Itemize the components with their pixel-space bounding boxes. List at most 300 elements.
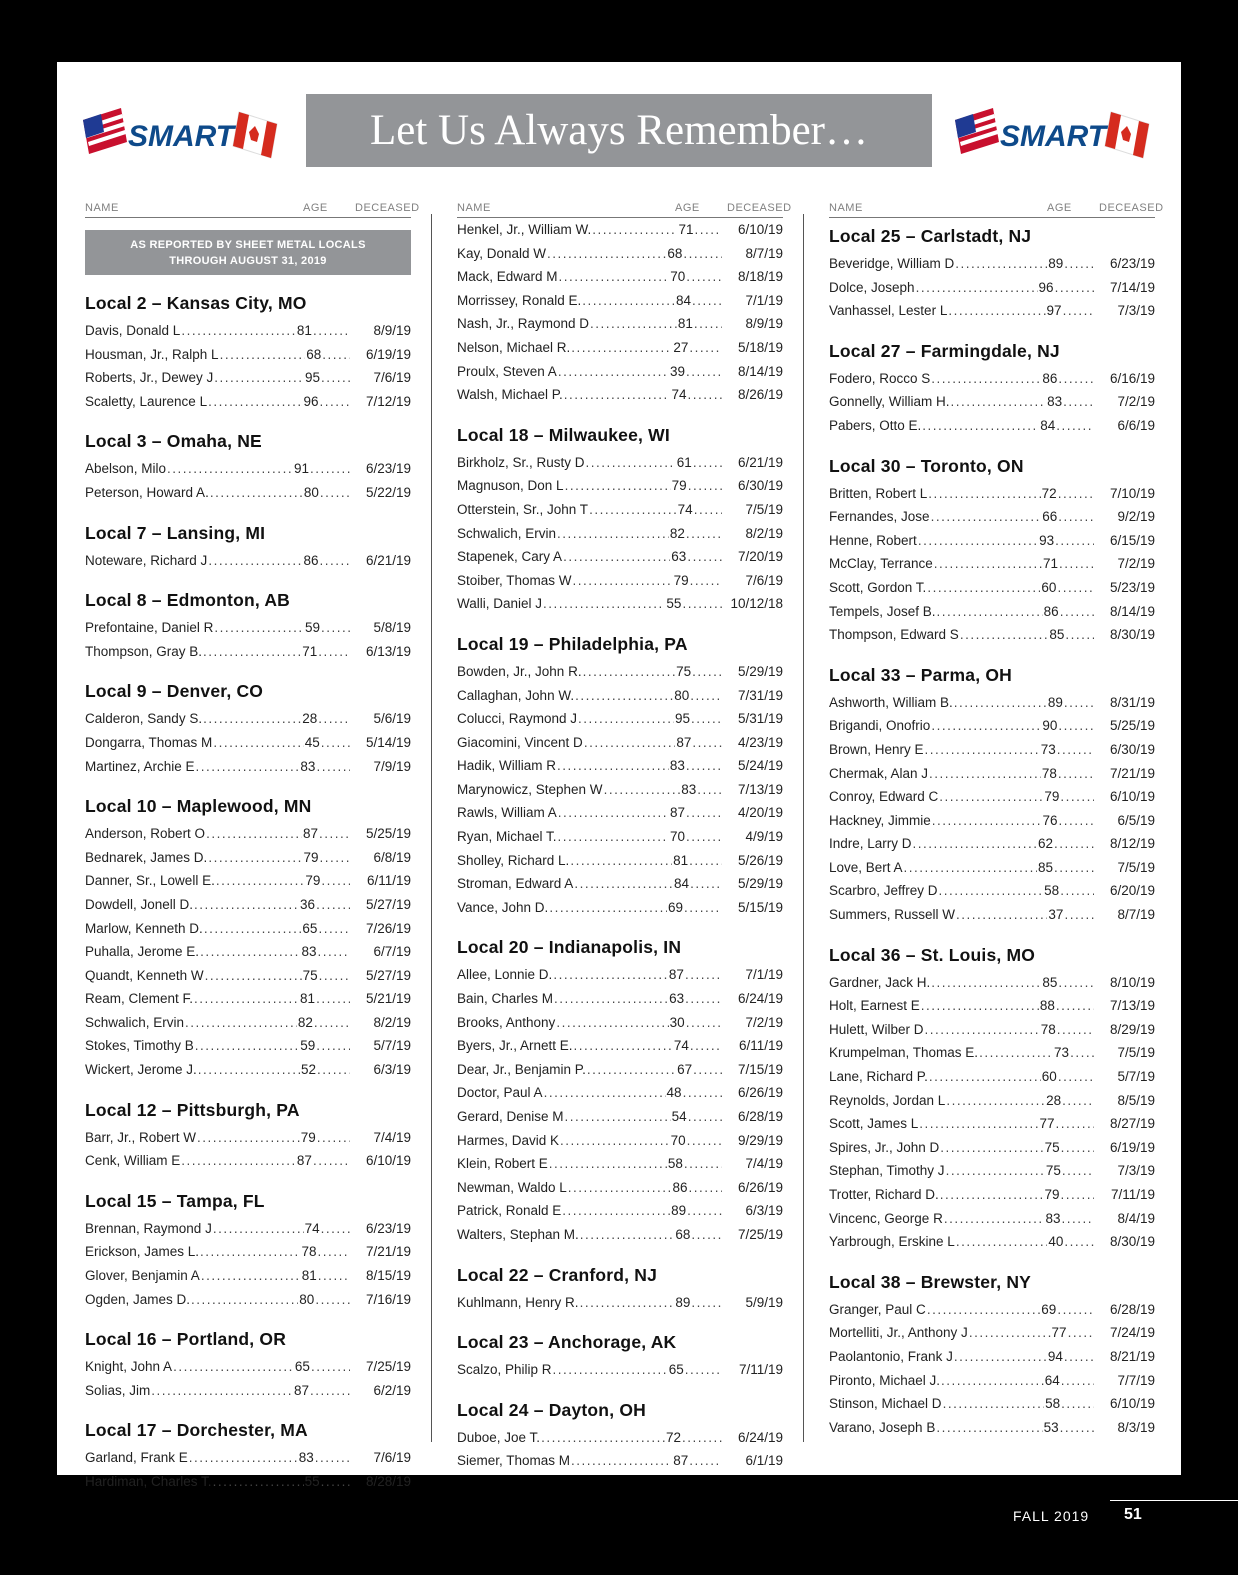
entry-age: 65: [668, 1362, 684, 1378]
entry-deceased-date: 5/22/19: [365, 484, 411, 500]
local-title: Local 33 – Parma, OH: [829, 664, 1012, 685]
entry-deceased-date: 5/27/19: [365, 896, 411, 912]
entry-deceased-date: 6/6/19: [1117, 417, 1155, 433]
leader-dots: [688, 383, 722, 407]
memorial-entry: [85, 1011, 411, 1035]
leader-dots: [549, 1152, 667, 1176]
memorial-entry: [829, 856, 1155, 880]
entry-deceased-date: 6/2/19: [373, 1382, 411, 1398]
leader-dots: [685, 987, 722, 1011]
entry-deceased-date: 6/26/19: [737, 1085, 783, 1101]
column-2: [457, 190, 792, 1473]
leader-dots: [318, 1264, 350, 1288]
entry-age: 89: [675, 1294, 691, 1310]
memorial-entry: [457, 963, 783, 987]
entry-age: 58: [1044, 883, 1060, 899]
entry-deceased-date: 6/23/19: [365, 461, 411, 477]
entry-age: 89: [1047, 694, 1063, 710]
entry-age: 74: [304, 1220, 320, 1236]
entry-age: 91: [293, 461, 309, 477]
entry-name: Hackney, Jimmie: [829, 812, 931, 828]
leader-dots: [316, 987, 350, 1011]
leader-dots: [315, 1446, 350, 1470]
memorial-entry: [829, 1230, 1155, 1254]
leader-dots: [541, 1426, 665, 1450]
leader-dots: [321, 616, 350, 640]
leader-dots: [559, 265, 670, 289]
entry-age: 96: [303, 393, 319, 409]
memorial-entry: [457, 707, 783, 731]
entry-name: Ream, Clement F.: [85, 991, 194, 1007]
memorial-entry: [85, 457, 411, 481]
entry-age: 71: [678, 222, 694, 237]
leader-dots: [544, 1081, 666, 1105]
leader-dots: [316, 893, 350, 917]
leader-dots: [697, 778, 722, 802]
leader-dots: [582, 289, 675, 313]
entry-name: Fodero, Rocco S: [829, 370, 931, 386]
memorial-entry: [457, 1058, 783, 1082]
entry-name: Thompson, Gray B.: [85, 643, 203, 659]
leader-dots: [693, 451, 722, 475]
leader-dots: [320, 549, 350, 573]
leader-dots: [216, 869, 305, 893]
entry-name: Dolce, Joseph: [829, 279, 915, 295]
leader-dots: [929, 1065, 1041, 1089]
entry-deceased-date: 7/4/19: [745, 1156, 783, 1172]
leader-dots: [1060, 1416, 1094, 1440]
leader-dots: [1064, 1230, 1094, 1254]
entry-name: Dear, Jr., Benjamin P.: [457, 1061, 586, 1077]
local-title: Local 24 – Dayton, OH: [457, 1399, 646, 1420]
leader-dots: [689, 1449, 722, 1473]
memorial-entry: [829, 691, 1155, 715]
leader-dots: [560, 1129, 670, 1153]
entry-deceased-date: 8/3/19: [1117, 1419, 1155, 1435]
memorial-entry: [457, 1081, 783, 1105]
entry-age: 87: [673, 1453, 689, 1469]
entry-name: Calderon, Sandy S.: [85, 711, 203, 727]
entry-age: 95: [674, 711, 690, 727]
entry-age: 36: [300, 896, 316, 912]
local-title: Local 18 – Milwaukee, WI: [457, 424, 670, 445]
entry-deceased-date: 7/5/19: [1117, 859, 1155, 875]
banner-title: Let Us Always Remember…: [306, 94, 932, 167]
leader-dots: [943, 1392, 1045, 1416]
entry-name: Brigandi, Onofrio: [829, 718, 931, 734]
entry-name: Gonnelly, William H.: [829, 394, 950, 410]
entry-deceased-date: 5/6/19: [373, 711, 411, 727]
entry-age: 62: [1037, 836, 1053, 852]
entry-deceased-date: 6/26/19: [737, 1179, 783, 1195]
entry-age: 87: [668, 967, 684, 983]
leader-dots: [317, 1058, 350, 1082]
header-age: AGE: [303, 202, 328, 214]
entry-name: Pironto, Michael J.: [829, 1372, 941, 1388]
leader-dots: [1070, 1041, 1094, 1065]
local-title: Local 2 – Kansas City, MO: [85, 293, 307, 313]
entry-deceased-date: 6/8/19: [373, 849, 411, 865]
entry-age: 67: [677, 1061, 693, 1077]
entry-deceased-date: 7/10/19: [1109, 485, 1155, 501]
leader-dots: [684, 1152, 722, 1176]
entry-age: 78: [301, 1244, 317, 1260]
memorial-entry: [829, 1392, 1155, 1416]
memorial-entry: [85, 987, 411, 1011]
memorial-entry: [829, 903, 1155, 927]
leader-dots: [946, 1089, 1045, 1113]
memorial-entry: [829, 414, 1155, 438]
entry-name: Chermak, Alan J: [829, 765, 929, 781]
local-title: Local 22 – Cranford, NJ: [457, 1264, 658, 1285]
memorial-entry: [457, 265, 783, 289]
leader-dots: [314, 1011, 350, 1035]
entry-deceased-date: 6/20/19: [1109, 883, 1155, 899]
memorial-entry: [457, 383, 783, 407]
entry-age: 59: [300, 1038, 316, 1054]
entry-age: 79: [305, 873, 321, 889]
entry-age: 63: [671, 549, 687, 565]
entry-name: Holt, Earnest E: [829, 998, 920, 1014]
leader-dots: [687, 1129, 722, 1153]
entry-name: Conroy, Edward C: [829, 789, 939, 805]
local-title: Local 30 – Toronto, ON: [829, 455, 1024, 476]
entry-deceased-date: 8/7/19: [1117, 907, 1155, 923]
memorial-entry: [829, 552, 1155, 576]
entry-name: Byers, Jr., Arnett E.: [457, 1038, 573, 1054]
memorial-entry: [457, 1152, 783, 1176]
entry-deceased-date: 7/7/19: [1117, 1372, 1155, 1388]
entry-name: Henkel, Jr., William W.: [457, 222, 592, 237]
entry-name: Proulx, Steven A: [457, 363, 557, 379]
leader-dots: [1063, 390, 1094, 414]
entry-name: Scaletty, Laurence L: [85, 393, 208, 409]
entry-deceased-date: 8/10/19: [1109, 974, 1155, 990]
memorial-entry: [457, 545, 783, 569]
entry-deceased-date: 6/10/19: [737, 222, 783, 237]
leader-dots: [208, 549, 302, 573]
leader-dots: [922, 414, 1039, 438]
entry-name: Puhalla, Jerome E.: [85, 944, 200, 960]
entry-deceased-date: 7/6/19: [373, 370, 411, 386]
entry-deceased-date: 6/28/19: [1109, 1301, 1155, 1317]
leader-dots: [691, 707, 722, 731]
us-flag-icon: [83, 108, 127, 154]
local-title: Local 10 – Maplewood, MN: [85, 796, 312, 817]
entry-age: 87: [676, 734, 692, 750]
entry-name: Tempels, Josef B.: [829, 603, 936, 619]
entry-age: 80: [299, 1291, 315, 1307]
memorial-entry: [85, 1149, 411, 1173]
local-title: Local 8 – Edmonton, AB: [85, 590, 291, 611]
entry-age: 70: [670, 269, 686, 285]
leader-dots: [198, 1058, 300, 1082]
entry-name: Erickson, James L.: [85, 1244, 200, 1260]
memorial-entry: [85, 846, 411, 870]
leader-dots: [932, 809, 1042, 833]
entry-age: 80: [674, 687, 690, 703]
memorial-entry: [829, 576, 1155, 600]
entry-age: 59: [304, 620, 321, 636]
entry-name: Pabers, Otto E.: [829, 417, 922, 433]
entry-name: Yarbrough, Erskine L: [829, 1234, 955, 1250]
entry-age: 69: [667, 899, 683, 915]
memorial-entry: [457, 1358, 783, 1382]
entry-name: Otterstein, Sr., John T: [457, 501, 589, 517]
entry-name: Reynolds, Jordan L: [829, 1092, 946, 1108]
entry-deceased-date: 9/29/19: [737, 1132, 783, 1148]
memorial-entry: [829, 1089, 1155, 1113]
entry-deceased-date: 7/26/19: [365, 920, 411, 936]
entry-deceased-date: 5/25/19: [1109, 718, 1155, 734]
leader-dots: [1059, 552, 1094, 576]
entry-deceased-date: 4/9/19: [745, 829, 783, 845]
entry-deceased-date: 8/30/19: [1109, 627, 1155, 643]
entry-deceased-date: 6/10/19: [365, 1153, 411, 1169]
entry-age: 55: [666, 596, 682, 612]
entry-name: Solias, Jim: [85, 1382, 151, 1398]
entry-name: Britten, Robert L: [829, 485, 928, 501]
entry-age: 79: [671, 478, 687, 494]
leader-dots: [543, 592, 665, 616]
memorial-entry: [85, 731, 411, 755]
memorial-entry: [85, 1288, 411, 1312]
entry-age: 37: [1048, 907, 1064, 923]
entry-name: Glover, Benjamin A: [85, 1268, 200, 1284]
leader-dots: [206, 822, 302, 846]
leader-dots: [1058, 1065, 1094, 1089]
entry-name: Love, Bert A: [829, 859, 903, 875]
entry-deceased-date: 5/14/19: [365, 734, 411, 750]
leader-dots: [1057, 1298, 1094, 1322]
entry-age: 65: [302, 920, 318, 936]
leader-dots: [1061, 1136, 1094, 1160]
leader-dots: [936, 1416, 1042, 1440]
entry-name: Henne, Robert: [829, 532, 917, 548]
leader-dots: [319, 390, 350, 414]
leader-dots: [205, 964, 302, 988]
leader-dots: [1061, 1369, 1094, 1393]
entry-deceased-date: 8/27/19: [1109, 1116, 1155, 1132]
entry-age: 79: [300, 1129, 316, 1145]
leader-dots: [919, 1112, 1038, 1136]
leader-dots: [553, 1358, 668, 1382]
entry-name: Beveridge, William D: [829, 256, 955, 271]
entry-age: 71: [1042, 556, 1059, 572]
entry-name: Siemer, Thomas M: [457, 1453, 571, 1469]
entry-age: 87: [302, 826, 318, 842]
leader-dots: [203, 707, 301, 731]
memorial-entry: [457, 592, 783, 616]
entry-deceased-date: 6/3/19: [745, 1203, 783, 1219]
entry-age: 77: [1039, 1116, 1055, 1132]
column-3: [829, 190, 1164, 1439]
entry-name: Gardner, Jack H.: [829, 974, 931, 990]
entry-deceased-date: 8/18/19: [737, 269, 783, 285]
memorial-entry: [457, 289, 783, 313]
entry-name: Allee, Lonnie D.: [457, 967, 553, 983]
entry-name: Bednarek, James D.: [85, 849, 208, 865]
entry-deceased-date: 8/28/19: [365, 1474, 411, 1489]
local-title: Local 38 – Brewster, NY: [829, 1271, 1032, 1292]
entry-deceased-date: 7/9/19: [373, 758, 411, 774]
leader-dots: [200, 1240, 300, 1264]
column-body: [85, 293, 411, 1494]
entry-deceased-date: 7/25/19: [365, 1359, 411, 1375]
header-name: NAME: [829, 202, 863, 214]
entry-name: Abelson, Milo: [85, 461, 167, 477]
entry-deceased-date: 6/10/19: [1109, 789, 1155, 805]
leader-dots: [927, 1298, 1040, 1322]
leader-dots: [565, 474, 671, 498]
leader-dots: [931, 714, 1041, 738]
leader-dots: [683, 242, 722, 266]
leader-dots: [1061, 1392, 1094, 1416]
leader-dots: [960, 623, 1049, 647]
entry-deceased-date: 8/14/19: [1109, 603, 1155, 619]
leader-dots: [687, 545, 722, 569]
leader-dots: [1058, 482, 1094, 506]
entry-deceased-date: 7/3/19: [1117, 1163, 1155, 1179]
entry-age: 89: [671, 1203, 687, 1219]
us-flag-icon: [955, 108, 999, 154]
leader-dots: [939, 879, 1044, 903]
memorial-entry: [457, 1176, 783, 1200]
entry-deceased-date: 5/8/19: [373, 620, 411, 636]
memorial-entry: [85, 390, 411, 414]
entry-name: Callaghan, John W.: [457, 687, 575, 703]
memorial-entry: [85, 707, 411, 731]
leader-dots: [686, 825, 722, 849]
leader-dots: [583, 660, 676, 684]
entry-age: 66: [1042, 509, 1058, 525]
memorial-entry: [457, 498, 783, 522]
leader-dots: [313, 319, 350, 343]
local-title: Local 23 – Anchorage, AK: [457, 1332, 677, 1353]
entry-deceased-date: 7/21/19: [1109, 765, 1155, 781]
leader-dots: [1058, 762, 1094, 786]
leader-dots: [1055, 529, 1094, 553]
entry-name: Wickert, Jerome J.: [85, 1062, 197, 1078]
entry-name: Varano, Joseph B: [829, 1419, 936, 1435]
entry-age: 86: [672, 1179, 688, 1195]
leader-dots: [1060, 785, 1094, 809]
leader-dots: [954, 691, 1047, 715]
entry-deceased-date: 5/18/19: [737, 339, 783, 355]
entry-name: Brown, Henry E: [829, 741, 924, 757]
memorial-entry: [829, 714, 1155, 738]
entry-age: 82: [669, 525, 685, 541]
entry-name: Stokes, Timothy B: [85, 1038, 194, 1054]
memorial-entry: [85, 1217, 411, 1241]
header-deceased: DECEASED: [1099, 202, 1164, 214]
leader-dots: [939, 785, 1043, 809]
leader-dots: [686, 522, 722, 546]
memorial-entry: [457, 522, 783, 546]
entry-name: Roberts, Jr., Dewey J: [85, 370, 214, 386]
entry-name: Brooks, Anthony: [457, 1014, 556, 1030]
leader-dots: [921, 994, 1039, 1018]
memorial-entry: [829, 1041, 1155, 1065]
entry-name: Nash, Jr., Raymond D: [457, 316, 590, 332]
memorial-entry: [829, 1112, 1155, 1136]
memorial-entry: [457, 242, 783, 266]
leader-dots: [321, 731, 350, 755]
leader-dots: [694, 312, 722, 336]
entry-deceased-date: 7/21/19: [365, 1244, 411, 1260]
entry-age: 83: [298, 1450, 314, 1466]
leader-dots: [210, 481, 303, 505]
entry-age: 81: [300, 991, 316, 1007]
leader-dots: [203, 640, 301, 664]
leader-dots: [904, 856, 1037, 880]
entry-deceased-date: 7/5/19: [745, 501, 783, 517]
entry-age: 94: [1047, 1348, 1063, 1364]
header-deceased: DECEASED: [727, 202, 792, 214]
memorial-entry: [457, 684, 783, 708]
entry-age: 85: [1042, 974, 1058, 990]
memorial-entry: [85, 319, 411, 343]
memorial-entry: [85, 1355, 411, 1379]
leader-dots: [1061, 1207, 1094, 1231]
entry-deceased-date: 5/27/19: [365, 967, 411, 983]
entry-deceased-date: 5/9/19: [745, 1294, 783, 1310]
memorial-entry: [85, 1058, 411, 1082]
entry-deceased-date: 5/29/19: [737, 876, 783, 892]
memorial-entry: [85, 366, 411, 390]
leader-dots: [686, 360, 722, 384]
entry-name: Vance, John D.: [457, 899, 549, 915]
leader-dots: [315, 1288, 350, 1312]
entry-deceased-date: 6/30/19: [737, 478, 783, 494]
memorial-entry: [85, 1240, 411, 1264]
entry-age: 93: [1039, 532, 1055, 548]
entry-age: 64: [1044, 1372, 1060, 1388]
entry-name: Kay, Donald W: [457, 245, 547, 261]
entry-deceased-date: 6/28/19: [737, 1109, 783, 1124]
leader-dots: [916, 276, 1038, 300]
entry-deceased-date: 6/24/19: [737, 991, 783, 1007]
leader-dots: [586, 451, 676, 475]
memorial-entry: [85, 964, 411, 988]
entry-name: Sholley, Richard L.: [457, 852, 570, 868]
leader-dots: [320, 846, 350, 870]
entry-deceased-date: 7/31/19: [737, 687, 783, 703]
leader-dots: [688, 474, 722, 498]
leader-dots: [318, 940, 350, 964]
leader-dots: [1055, 276, 1094, 300]
leader-dots: [931, 505, 1042, 529]
entry-deceased-date: 5/26/19: [737, 852, 783, 868]
leader-dots: [558, 825, 669, 849]
entry-deceased-date: 4/20/19: [737, 805, 783, 821]
entry-deceased-date: 8/15/19: [365, 1268, 411, 1284]
entry-name: Patrick, Ronald E: [457, 1203, 562, 1219]
entry-deceased-date: 6/23/19: [365, 1220, 411, 1236]
memorial-entry: [829, 832, 1155, 856]
entry-name: Gerard, Denise M: [457, 1109, 564, 1124]
entry-name: Noteware, Richard J: [85, 552, 208, 568]
leader-dots: [181, 319, 296, 343]
leader-dots: [592, 218, 677, 242]
entry-name: Vanhassel, Lester L: [829, 303, 948, 319]
leader-dots: [1057, 738, 1094, 762]
entry-age: 83: [1047, 394, 1063, 410]
leader-dots: [956, 1230, 1048, 1254]
memorial-entry: [85, 1126, 411, 1150]
leader-dots: [321, 366, 350, 390]
leader-dots: [686, 265, 722, 289]
